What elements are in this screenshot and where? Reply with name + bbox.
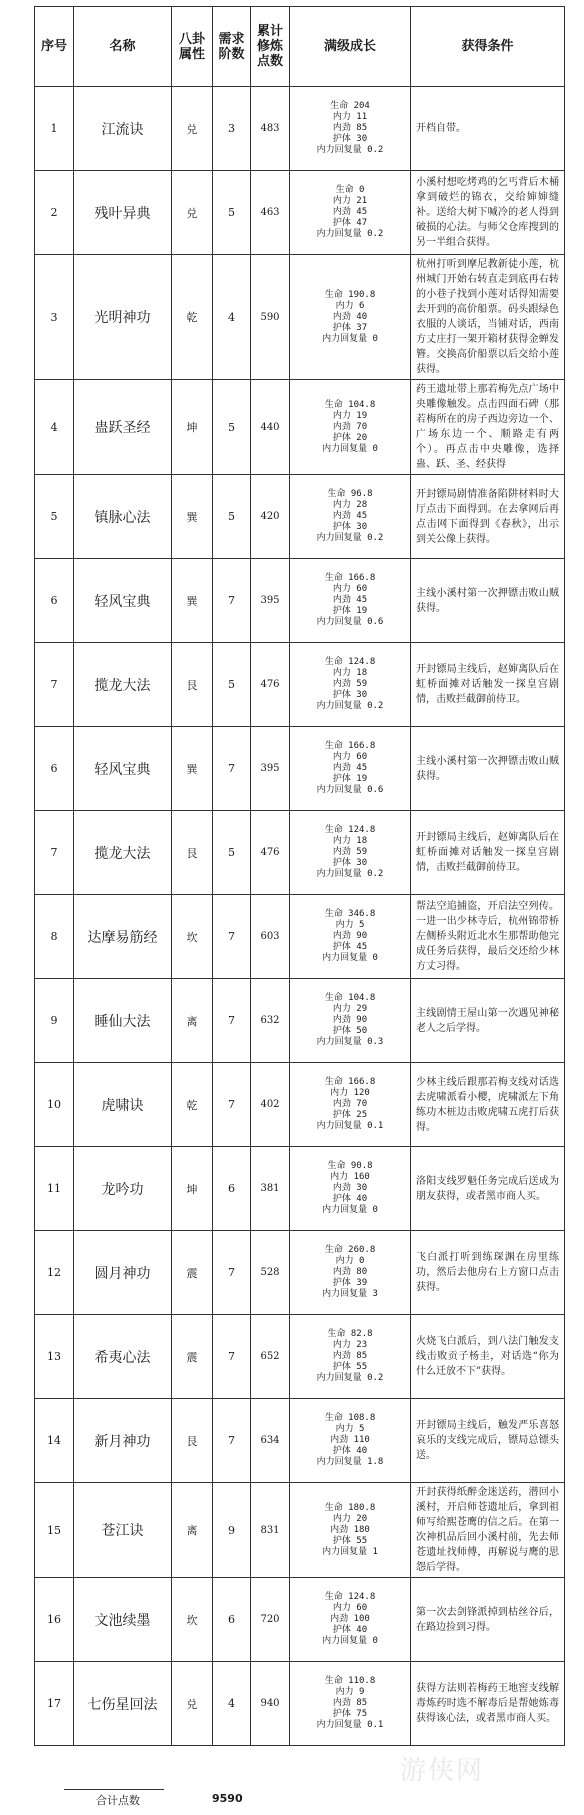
required-tier: 5 (213, 811, 251, 895)
row-number: 6 (35, 559, 74, 643)
cumulative-points: 634 (251, 1399, 290, 1483)
stat-line: 内力 60 (332, 1603, 368, 1613)
bagua-attribute: 坤 (172, 380, 213, 475)
technique-name: 镇脉心法 (74, 475, 172, 559)
max-growth-stats (290, 811, 411, 895)
bagua-attribute: 艮 (172, 1399, 213, 1483)
row-number: 10 (35, 1063, 74, 1147)
row-number: 17 (35, 1662, 74, 1746)
row-number: 1 (35, 87, 74, 171)
stat-line: 内力回复量 0.1 (316, 1720, 384, 1730)
max-growth-stats (290, 87, 411, 171)
technique-name: 轻风宝典 (74, 727, 172, 811)
bagua-attribute: 巽 (172, 727, 213, 811)
stat-line: 护体 55 (332, 1535, 368, 1546)
stat-line: 生命 108.8 (324, 1413, 376, 1423)
max-growth-stats (290, 380, 411, 475)
required-tier: 5 (213, 380, 251, 475)
max-growth-stats (290, 727, 411, 811)
stat-line: 生命 124.8 (324, 657, 376, 667)
stat-line: 内力 28 (332, 500, 368, 510)
max-growth-stats (290, 643, 411, 727)
technique-name: 圆月神功 (74, 1231, 172, 1315)
stat-line: 生命 346.8 (324, 909, 376, 919)
technique-name: 江流诀 (74, 87, 172, 171)
table-row (35, 1231, 565, 1315)
technique-name: 揽龙大法 (74, 811, 172, 895)
required-tier: 4 (213, 1662, 251, 1746)
stat-line: 内力回复量 0.2 (316, 1373, 384, 1383)
stat-line: 内力回复量 0.6 (316, 617, 384, 627)
stat-line: 内力回复量 0 (322, 1636, 378, 1646)
row-number: 16 (35, 1578, 74, 1662)
stat-line: 内力回复量 0.3 (316, 1037, 384, 1047)
stat-line: 护体 45 (332, 942, 368, 952)
required-tier: 7 (213, 1399, 251, 1483)
stat-line: 内力回复量 0 (322, 443, 378, 454)
header-tier: 需求阶数 (213, 7, 251, 87)
stat-line: 内力回复量 1.8 (316, 1457, 384, 1467)
stat-line: 内力 9 (335, 1687, 365, 1697)
table-row (35, 979, 565, 1063)
stat-line: 生命 104.8 (324, 399, 376, 410)
stat-line: 生命 104.8 (324, 993, 376, 1003)
stat-line: 护体 25 (332, 1110, 368, 1120)
stat-line: 内力回复量 0.2 (316, 533, 384, 543)
max-growth-stats (290, 1231, 411, 1315)
technique-name: 睡仙大法 (74, 979, 172, 1063)
technique-name: 苍江诀 (74, 1483, 172, 1578)
bagua-attribute: 坤 (172, 1147, 213, 1231)
stat-line: 内力 20 (332, 1513, 368, 1524)
table-row (35, 255, 565, 380)
obtain-condition: 获得方法则若梅药王地窖支线解毒炼药时选不解毒后是帮她炼毒获得该心法，或者黑市商人买。 (411, 1662, 565, 1746)
bagua-attribute: 震 (172, 1231, 213, 1315)
required-tier: 7 (213, 1231, 251, 1315)
stat-line: 内劲 45 (332, 763, 368, 773)
technique-name: 希夷心法 (74, 1315, 172, 1399)
cumulative-points: 590 (251, 255, 290, 380)
stat-line: 内劲 59 (332, 679, 368, 689)
cumulative-points: 381 (251, 1147, 290, 1231)
cumulative-points: 652 (251, 1315, 290, 1399)
obtain-condition: 杭州打听到摩尼教新徒小莲，杭州城门开始右转直走到底再右转的小巷子找到小莲对话得知需要去开到的高价船票。码头跟绿色衣服的人谈话，当铺对话，西南方丈庄打一架开箱材获得金蝉发簪。交换高价船票以后交给小莲获得。 (411, 255, 565, 380)
stat-line: 护体 30 (332, 858, 368, 868)
obtain-condition: 开封镖局主线后，赵婶离队后在虹桥面摊对话触发一探皇宫剧情，击败拦截御前侍卫。 (411, 811, 565, 895)
cumulative-points: 463 (251, 171, 290, 255)
bagua-attribute: 艮 (172, 643, 213, 727)
stat-line: 内劲 180 (330, 1524, 370, 1535)
technique-name: 龙吟功 (74, 1147, 172, 1231)
stat-line: 护体 40 (332, 1446, 368, 1456)
row-number: 11 (35, 1147, 74, 1231)
bagua-attribute: 巽 (172, 559, 213, 643)
stat-line: 护体 19 (332, 606, 368, 616)
required-tier: 7 (213, 1315, 251, 1399)
cumulative-points: 402 (251, 1063, 290, 1147)
stat-line: 内劲 100 (330, 1614, 370, 1624)
stat-line: 内劲 40 (332, 311, 368, 322)
total-label: 合计点数 (96, 1794, 140, 1807)
technique-name: 残叶异典 (74, 171, 172, 255)
stat-line: 内力回复量 0.2 (316, 145, 384, 155)
stat-line: 内劲 110 (330, 1435, 370, 1445)
cumulative-points: 528 (251, 1231, 290, 1315)
stat-line: 内力 5 (335, 920, 365, 930)
technique-table (34, 6, 565, 1746)
stat-line: 内劲 85 (332, 1698, 368, 1708)
table-row (35, 643, 565, 727)
required-tier: 4 (213, 255, 251, 380)
bagua-attribute: 坎 (172, 1578, 213, 1662)
stat-line: 内力 11 (332, 112, 368, 122)
stat-line: 内力 29 (332, 1004, 368, 1014)
row-number: 5 (35, 475, 74, 559)
stat-line: 内劲 80 (332, 1267, 368, 1277)
cumulative-points: 940 (251, 1662, 290, 1746)
obtain-condition: 洛阳支线罗魁任务完成后送成为朋友获得，或者黑市商人买。 (411, 1147, 565, 1231)
max-growth-stats (290, 1578, 411, 1662)
row-number: 4 (35, 380, 74, 475)
stat-line: 生命 96.8 (327, 489, 373, 499)
stat-line: 护体 37 (332, 322, 368, 333)
stat-line: 内力 6 (335, 300, 365, 311)
cumulative-points: 395 (251, 727, 290, 811)
bagua-attribute: 震 (172, 1315, 213, 1399)
obtain-condition: 开封镖局剧情准备陷阱材料时大厅点击下面得到。在去拿网后再点击网下面得到《春秋》，出示到关公像上获得。 (411, 475, 565, 559)
row-number: 7 (35, 643, 74, 727)
stat-line: 内力 19 (332, 410, 368, 421)
stat-line: 生命 124.8 (324, 1592, 376, 1602)
obtain-condition: 小溪村想吃烤鸡的乞丐背后木桶拿到破烂的锦衣，交给婶婶缝补。送给大树下喊冷的老人得到破损的心法。与师父仓库搜到的另一半组合获得。 (411, 171, 565, 255)
row-number: 13 (35, 1315, 74, 1399)
total-value: 9590 (212, 1792, 243, 1805)
bagua-attribute: 兑 (172, 171, 213, 255)
max-growth-stats (290, 255, 411, 380)
stat-line: 内力回复量 0.2 (316, 869, 384, 879)
stat-line: 内劲 45 (332, 595, 368, 605)
table-row (35, 727, 565, 811)
required-tier: 3 (213, 87, 251, 171)
stat-line: 护体 75 (332, 1709, 368, 1719)
max-growth-stats (290, 1662, 411, 1746)
stat-line: 生命 190.8 (324, 289, 376, 300)
technique-name: 虎啸诀 (74, 1063, 172, 1147)
stat-line: 生命 204 (330, 101, 370, 111)
required-tier: 5 (213, 475, 251, 559)
stat-line: 内力 60 (332, 584, 368, 594)
total-footer (34, 1789, 564, 1809)
stat-line: 内力回复量 0.1 (316, 1121, 384, 1131)
footer-divider (64, 1789, 164, 1790)
row-number: 7 (35, 811, 74, 895)
table-row (35, 1399, 565, 1483)
stat-line: 护体 50 (332, 1026, 368, 1036)
stat-line: 生命 166.8 (324, 1077, 376, 1087)
stat-line: 内力 21 (332, 196, 368, 206)
stat-line: 内劲 45 (332, 511, 368, 521)
max-growth-stats (290, 171, 411, 255)
obtain-condition: 开封镖局主线后，赵婶离队后在虹桥面摊对话触发一探皇宫剧情，击败拦截御前侍卫。 (411, 643, 565, 727)
table-row (35, 1315, 565, 1399)
obtain-condition: 开封镖局主线后，触发严乐喜怒哀乐的支线完成后，镖局总镖头送。 (411, 1399, 565, 1483)
header-max-growth: 满级成长 (290, 7, 411, 87)
max-growth-stats (290, 1063, 411, 1147)
technique-name: 文池续墨 (74, 1578, 172, 1662)
stat-line: 生命 180.8 (324, 1502, 376, 1513)
stat-line: 生命 82.8 (327, 1329, 373, 1339)
stat-line: 生命 166.8 (324, 573, 376, 583)
stat-line: 内力回复量 0 (322, 1205, 378, 1215)
stat-line: 内力回复量 0 (322, 333, 378, 344)
stat-line: 护体 47 (332, 218, 368, 228)
row-number: 8 (35, 895, 74, 979)
stat-line: 内力 120 (330, 1088, 370, 1098)
header-points: 累计修炼点数 (251, 7, 290, 87)
technique-table-wrapper (34, 6, 564, 1746)
obtain-condition: 开封获得纸醉金迷送药，潜回小溪村，开启师苍遗址后，拿到祖师写给熙苍鹰的信之后。在第一次神机品后回小溪村前，先去师苍遗址找师傅，再解说与鹰的思怨后学得。 (411, 1483, 565, 1578)
technique-name: 光明神功 (74, 255, 172, 380)
row-number: 3 (35, 255, 74, 380)
row-number: 2 (35, 171, 74, 255)
bagua-attribute: 坎 (172, 895, 213, 979)
stat-line: 护体 30 (332, 134, 368, 144)
obtain-condition: 药王遗址带上那若梅先点广场中央雕像触发。点击四面石碑（那若梅所在的房子西边旁边一个、广场东边一个、顺路走有两个）。再点击中央雕像，选择蛊、跃、圣、经获得 (411, 380, 565, 475)
obtain-condition: 开档自带。 (411, 87, 565, 171)
table-row (35, 811, 565, 895)
stat-line: 内劲 30 (332, 1183, 368, 1193)
header-bagua: 八卦属性 (172, 7, 213, 87)
table-row (35, 559, 565, 643)
stat-line: 护体 30 (332, 522, 368, 532)
technique-name: 轻风宝典 (74, 559, 172, 643)
technique-name: 揽龙大法 (74, 643, 172, 727)
table-row (35, 87, 565, 171)
max-growth-stats (290, 895, 411, 979)
technique-name: 新月神功 (74, 1399, 172, 1483)
stat-line: 内劲 85 (332, 1351, 368, 1361)
required-tier: 6 (213, 1578, 251, 1662)
table-row (35, 1483, 565, 1578)
bagua-attribute: 乾 (172, 1063, 213, 1147)
row-number: 6 (35, 727, 74, 811)
stat-line: 生命 90.8 (327, 1161, 373, 1171)
table-row (35, 1063, 565, 1147)
technique-name: 七伤星回法 (74, 1662, 172, 1746)
stat-line: 内力 18 (332, 836, 368, 846)
stat-line: 生命 0 (335, 185, 365, 195)
stat-line: 护体 40 (332, 1194, 368, 1204)
cumulative-points: 831 (251, 1483, 290, 1578)
stat-line: 内力 60 (332, 752, 368, 762)
stat-line: 内劲 90 (332, 931, 368, 941)
max-growth-stats (290, 1315, 411, 1399)
obtain-condition: 主线剧情王屋山第一次遇见神秘老人之后学得。 (411, 979, 565, 1063)
stat-line: 护体 55 (332, 1362, 368, 1372)
stat-line: 内力回复量 0.2 (316, 229, 384, 239)
cumulative-points: 476 (251, 643, 290, 727)
bagua-attribute: 离 (172, 979, 213, 1063)
table-header-row (35, 7, 565, 87)
required-tier: 5 (213, 171, 251, 255)
header-name: 名称 (74, 7, 172, 87)
cumulative-points: 440 (251, 380, 290, 475)
bagua-attribute: 兑 (172, 87, 213, 171)
required-tier: 7 (213, 895, 251, 979)
max-growth-stats (290, 475, 411, 559)
bagua-attribute: 艮 (172, 811, 213, 895)
obtain-condition: 火烧飞白派后，到八法门触发支线击败贡子杨圭，对话选“你为什么迁放不下”获得。 (411, 1315, 565, 1399)
required-tier: 5 (213, 643, 251, 727)
row-number: 14 (35, 1399, 74, 1483)
obtain-condition: 帮法空追捕盗，开启法空列传。一进一出少林寺后，杭州锦带桥左侧桥头附近北水生那帮助他完成任务后获得，最后交还给少林方丈习得。 (411, 895, 565, 979)
required-tier: 6 (213, 1147, 251, 1231)
table-row (35, 171, 565, 255)
table-row (35, 895, 565, 979)
obtain-condition: 少林主线后跟那若梅支线对话选去虎啸派看小樱，虎啸派左下角练功木桩边击败虎啸五虎打后获得。 (411, 1063, 565, 1147)
cumulative-points: 420 (251, 475, 290, 559)
stat-line: 生命 260.8 (324, 1245, 376, 1255)
stat-line: 护体 30 (332, 690, 368, 700)
row-number: 15 (35, 1483, 74, 1578)
stat-line: 内劲 85 (332, 123, 368, 133)
stat-line: 内力 18 (332, 668, 368, 678)
stat-line: 内力回复量 0.2 (316, 701, 384, 711)
cumulative-points: 483 (251, 87, 290, 171)
required-tier: 7 (213, 727, 251, 811)
max-growth-stats (290, 559, 411, 643)
cumulative-points: 395 (251, 559, 290, 643)
bagua-attribute: 乾 (172, 255, 213, 380)
table-body (35, 87, 565, 1746)
header-number: 序号 (35, 7, 74, 87)
max-growth-stats (290, 1147, 411, 1231)
stat-line: 内力 0 (335, 1256, 365, 1266)
cumulative-points: 720 (251, 1578, 290, 1662)
max-growth-stats (290, 1483, 411, 1578)
table-row (35, 1662, 565, 1746)
row-number: 12 (35, 1231, 74, 1315)
stat-line: 内劲 70 (332, 421, 368, 432)
table-row (35, 1147, 565, 1231)
stat-line: 内劲 59 (332, 847, 368, 857)
obtain-condition: 第一次去剑锋派掉到枯丝谷后，在路边捡到习得。 (411, 1578, 565, 1662)
table-row (35, 380, 565, 475)
stat-line: 内力 160 (330, 1172, 370, 1182)
stat-line: 内力回复量 0.6 (316, 785, 384, 795)
stat-line: 生命 124.8 (324, 825, 376, 835)
technique-name: 达摩易筋经 (74, 895, 172, 979)
stat-line: 内劲 70 (332, 1099, 368, 1109)
stat-line: 内力回复量 0 (322, 953, 378, 963)
max-growth-stats (290, 1399, 411, 1483)
table-row (35, 1578, 565, 1662)
obtain-condition: 飞白派打听到练琛渊在房里练功，然后去他房右上方窗口点击获得。 (411, 1231, 565, 1315)
max-growth-stats (290, 979, 411, 1063)
stat-line: 护体 40 (332, 1625, 368, 1635)
stat-line: 护体 19 (332, 774, 368, 784)
header-obtain: 获得条件 (411, 7, 565, 87)
technique-name: 蛊跃圣经 (74, 380, 172, 475)
stat-line: 内力回复量 1 (322, 1546, 378, 1557)
obtain-condition: 主线小溪村第一次押镖击败山贼获得。 (411, 727, 565, 811)
stat-line: 内力 5 (335, 1424, 365, 1434)
stat-line: 护体 20 (332, 432, 368, 443)
stat-line: 内劲 45 (332, 207, 368, 217)
stat-line: 内劲 90 (332, 1015, 368, 1025)
cumulative-points: 603 (251, 895, 290, 979)
cumulative-points: 476 (251, 811, 290, 895)
obtain-condition: 主线小溪村第一次押镖击败山贼获得。 (411, 559, 565, 643)
cumulative-points: 632 (251, 979, 290, 1063)
row-number: 9 (35, 979, 74, 1063)
required-tier: 9 (213, 1483, 251, 1578)
stat-line: 生命 110.8 (324, 1676, 376, 1686)
bagua-attribute: 离 (172, 1483, 213, 1578)
watermark-logo: 游侠网 (400, 1756, 485, 1786)
required-tier: 7 (213, 1063, 251, 1147)
required-tier: 7 (213, 979, 251, 1063)
required-tier: 7 (213, 559, 251, 643)
table-row (35, 475, 565, 559)
stat-line: 护体 39 (332, 1278, 368, 1288)
bagua-attribute: 巽 (172, 475, 213, 559)
stat-line: 内力回复量 3 (322, 1289, 378, 1299)
bagua-attribute: 兑 (172, 1662, 213, 1746)
stat-line: 内力 23 (332, 1340, 368, 1350)
stat-line: 生命 166.8 (324, 741, 376, 751)
